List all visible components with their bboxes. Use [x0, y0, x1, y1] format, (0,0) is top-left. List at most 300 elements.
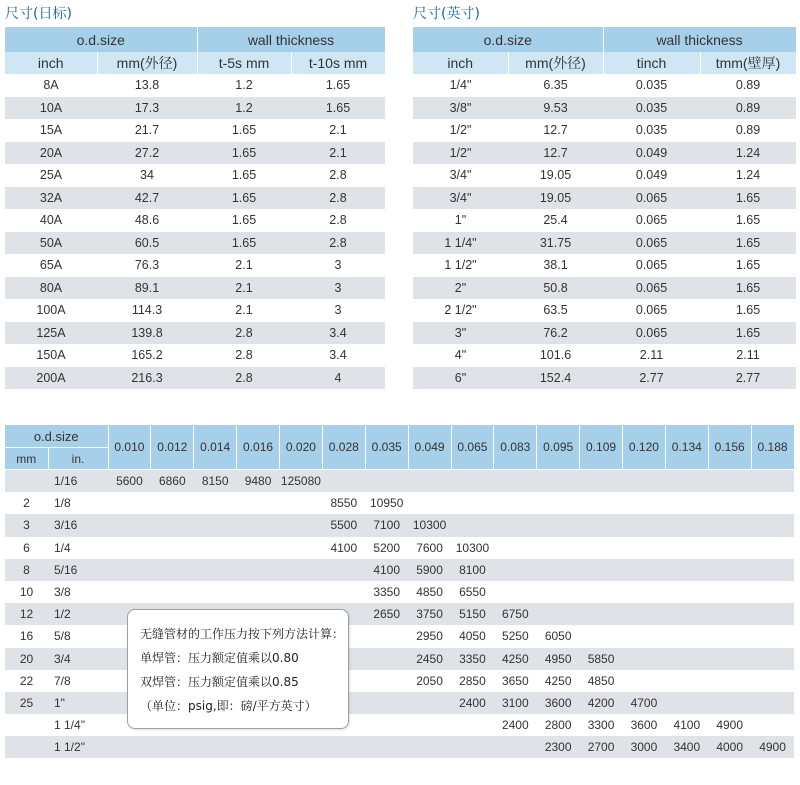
pressure-cell: 6050 [544, 629, 572, 644]
pressure-cell: 3650 [501, 673, 529, 688]
table-row [5, 344, 385, 367]
pressure-cell [365, 692, 408, 714]
inch-cell: 1/16 [48, 470, 108, 493]
pressure-cell [751, 581, 794, 603]
pressure-cell: 2300 [537, 736, 580, 758]
table-row [5, 277, 385, 300]
pressure-cell [665, 537, 708, 559]
pressure-cell [194, 514, 237, 536]
pressure-cell: 6550 [459, 585, 486, 600]
table-cell: 216.3 [97, 367, 197, 390]
wall-thickness-header: 0.035 [365, 425, 408, 470]
pressure-cell: 4100 [330, 540, 358, 555]
table-cell: 0.049 [635, 168, 668, 183]
pressure-cell [623, 603, 666, 625]
table-row [5, 603, 794, 625]
pressure-cell [322, 470, 365, 493]
pressure-cell: 5500 [322, 514, 365, 536]
mm-cell: 25 [5, 692, 48, 714]
pressure-cell: 2400 [451, 692, 494, 714]
pressure-cell: 4100 [365, 559, 408, 581]
pressure-cell [108, 581, 151, 603]
pressure-cell [537, 537, 580, 559]
pressure-cell [623, 492, 666, 514]
pressure-cell [537, 559, 580, 581]
table-cell: 2.8 [197, 322, 291, 345]
table-row [5, 187, 385, 210]
table-cell: 165.2 [131, 348, 163, 363]
table-cell: 0.065 [603, 232, 700, 255]
pressure-cell [751, 559, 794, 581]
table-cell: 20A [5, 142, 97, 165]
wall-thickness-header: 0.020 [280, 425, 323, 470]
pressure-cell [751, 470, 794, 493]
table-row [5, 559, 794, 581]
table-cell: 1.2 [235, 78, 253, 93]
pressure-cell [494, 537, 537, 559]
pressure-cell [451, 470, 494, 493]
inch-cell: 5/8 [54, 629, 71, 644]
table-cell: 1.65 [197, 142, 291, 165]
table-cell: 1/4" [449, 78, 472, 93]
mm-cell: 16 [19, 629, 34, 644]
pressure-cell [623, 537, 666, 559]
pressure-cell [280, 537, 323, 559]
mm-cell: 22 [19, 673, 34, 688]
pressure-cell [194, 736, 237, 758]
pressure-cell [708, 492, 751, 514]
pressure-cell [623, 648, 666, 670]
note-line: 双焊管：压力额定值乘以0.85 [140, 675, 299, 689]
pressure-cell [151, 581, 194, 603]
inch-header: in. [48, 448, 108, 470]
table-cell: 0.065 [635, 258, 668, 273]
pressure-cell: 2050 [416, 673, 443, 688]
pressure-cell [322, 559, 365, 581]
pressure-cell [708, 470, 751, 493]
pressure-cell [537, 470, 580, 493]
col-header: inch [5, 52, 97, 74]
inch-size-table [413, 27, 797, 389]
pressure-cell [365, 648, 408, 670]
pressure-cell [237, 736, 280, 758]
table-cell: 2.1 [291, 142, 385, 165]
table-row [5, 692, 794, 714]
pressure-cell [751, 492, 794, 514]
table-row [413, 299, 796, 322]
table-cell: 60.5 [97, 232, 197, 255]
note-line: 单焊管：压力额定值乘以0.80 [140, 651, 299, 665]
col-header: mm(外径) [97, 52, 197, 74]
pressure-cell [580, 559, 623, 581]
pressure-cell: 4950 [537, 648, 580, 670]
table-row [413, 142, 796, 165]
table-cell: 0.035 [635, 123, 668, 138]
table-row [5, 74, 385, 97]
table-cell: 0.89 [735, 123, 761, 138]
pressure-cell: 4900 [751, 736, 794, 758]
table-cell: 2.11 [639, 348, 664, 363]
mm-cell [5, 470, 48, 493]
table-cell: 6.35 [543, 78, 568, 93]
pressure-cell [151, 537, 194, 559]
pressure-cell [280, 581, 323, 603]
pressure-cell: 4200 [580, 692, 623, 714]
pressure-cell [494, 514, 537, 536]
pressure-cell: 2850 [459, 673, 486, 688]
table-row [5, 670, 794, 692]
table-cell: 1.65 [325, 78, 351, 93]
mm-cell [5, 714, 48, 736]
pressure-cell [365, 470, 408, 493]
table-cell: 76.3 [134, 258, 160, 273]
pressure-cell [194, 537, 237, 559]
table-cell: 27.2 [97, 142, 197, 165]
table-cell: 3/8" [413, 97, 508, 120]
pressure-cell [151, 514, 194, 536]
od-size-header: o.d.size [413, 27, 603, 52]
pressure-cell [280, 514, 323, 536]
table-row [5, 142, 385, 165]
pressure-cell [408, 470, 451, 493]
table-cell: 0.065 [635, 213, 668, 228]
table-cell: 0.89 [735, 78, 761, 93]
pressure-cell: 2450 [408, 648, 451, 670]
pressure-cell: 6750 [494, 603, 537, 625]
table-cell: 1.65 [231, 168, 257, 183]
pressure-table-body [5, 470, 794, 759]
pressure-cell [751, 514, 794, 536]
table-cell: 25.4 [543, 213, 568, 228]
table-cell: 0.035 [635, 78, 668, 93]
table-cell: 139.8 [97, 322, 197, 345]
pressure-cell [665, 648, 708, 670]
table-row [413, 367, 796, 390]
jis-table-body [5, 74, 385, 389]
pressure-cell: 4050 [459, 629, 486, 644]
table-cell: 13.8 [134, 78, 160, 93]
pressure-rating-table [5, 425, 795, 758]
pressure-cell [451, 514, 494, 536]
pressure-cell [194, 581, 237, 603]
pressure-cell [665, 603, 708, 625]
pressure-cell: 8100 [451, 559, 494, 581]
table-cell: 1.65 [291, 97, 385, 120]
pressure-cell: 5850 [580, 648, 623, 670]
note-line: 无缝管材的工作压力按下列方法计算： [140, 627, 345, 641]
table-cell: 3 [334, 258, 342, 273]
pressure-cell [708, 514, 751, 536]
table-cell: 114.3 [131, 303, 163, 318]
table-cell: 2.1 [197, 277, 291, 300]
table-cell: 42.7 [97, 187, 197, 210]
table-row [5, 648, 794, 670]
table-cell: 1.2 [197, 97, 291, 120]
pressure-cell: 4850 [587, 673, 615, 688]
od-size-header: o.d.size [5, 27, 197, 52]
pressure-cell [408, 736, 451, 758]
table-cell: 1.65 [197, 232, 291, 255]
pressure-cell: 3350 [373, 585, 401, 600]
table-row [5, 581, 794, 603]
col-header: tinch [603, 52, 700, 74]
table-cell: 2.8 [291, 232, 385, 255]
pressure-cell [708, 581, 751, 603]
inch-cell: 3/4 [48, 648, 108, 670]
table-cell: 19.05 [539, 168, 572, 183]
pressure-cell: 2650 [365, 603, 408, 625]
inch-cell: 1 1/2" [48, 736, 108, 758]
pressure-cell [708, 648, 751, 670]
wall-thickness-header: wall thickness [197, 27, 385, 52]
pressure-cell: 4900 [716, 718, 744, 733]
table-cell: 6" [413, 367, 508, 390]
table-cell: 17.3 [97, 97, 197, 120]
table-cell: 100A [36, 303, 66, 318]
pressure-cell [494, 736, 537, 758]
inch-cell: 1/2 [48, 603, 108, 625]
table-cell: 2.8 [329, 168, 347, 183]
pressure-cell [494, 470, 537, 493]
pressure-cell [665, 492, 708, 514]
pressure-note-box [127, 609, 349, 729]
pressure-cell [665, 581, 708, 603]
wall-thickness-header: 0.012 [151, 425, 194, 470]
pressure-cell [408, 714, 451, 736]
table-row [5, 232, 385, 255]
table-row [5, 537, 794, 559]
table-row [5, 299, 385, 322]
pressure-cell: 7600 [416, 540, 443, 555]
table-cell: 76.2 [508, 322, 603, 345]
table-cell: 0.89 [700, 97, 796, 120]
table-row [5, 119, 385, 142]
table-row [413, 344, 796, 367]
wall-thickness-header: 0.095 [537, 425, 580, 470]
table-cell: 21.7 [134, 123, 160, 138]
table-cell: 0.065 [603, 277, 700, 300]
table-cell: 1.65 [700, 187, 796, 210]
mm-cell: 8 [5, 559, 48, 581]
pressure-cell [280, 492, 323, 514]
pressure-cell: 10300 [408, 514, 451, 536]
note-line: （单位：psig,即：磅/平方英寸） [140, 699, 317, 713]
inch-table-body [413, 74, 796, 389]
pressure-cell [451, 714, 494, 736]
pressure-cell [751, 537, 794, 559]
mm-cell: 20 [5, 648, 48, 670]
mm-header: mm [5, 448, 48, 470]
table-cell: 1/2" [413, 142, 508, 165]
pressure-cell [494, 492, 537, 514]
pressure-cell [237, 537, 280, 559]
table-cell: 1.65 [231, 123, 257, 138]
pressure-cell: 6860 [151, 470, 194, 493]
pressure-cell [665, 625, 708, 647]
table-row [5, 209, 385, 232]
col-header: inch [413, 52, 508, 74]
pressure-cell [494, 559, 537, 581]
table-cell: 1.65 [700, 232, 796, 255]
pressure-cell [751, 692, 794, 714]
pressure-cell: 5150 [451, 603, 494, 625]
pressure-cell: 9480 [237, 470, 280, 493]
table-cell: 2.8 [235, 348, 253, 363]
pressure-cell [151, 492, 194, 514]
table-cell: 3/4" [449, 168, 472, 183]
pressure-cell [751, 625, 794, 647]
table-cell: 3 [334, 303, 342, 318]
inch-cell: 1 1/4" [54, 718, 85, 733]
inch-size-title: 尺寸(英寸) [413, 6, 480, 22]
table-cell: 19.05 [508, 187, 603, 210]
table-cell: 1.65 [700, 322, 796, 345]
table-row [5, 322, 385, 345]
pressure-cell [451, 492, 494, 514]
pressure-cell [280, 559, 323, 581]
table-row [5, 367, 385, 390]
pressure-cell [365, 670, 408, 692]
pressure-cell: 4250 [494, 648, 537, 670]
table-cell: 12.7 [508, 142, 603, 165]
pressure-cell [151, 559, 194, 581]
pressure-cell [665, 514, 708, 536]
table-cell: 2.8 [197, 367, 291, 390]
pressure-cell [751, 670, 794, 692]
pressure-cell: 5600 [108, 470, 151, 493]
table-row [413, 322, 796, 345]
pressure-cell [623, 625, 666, 647]
table-cell: 1 1/4" [413, 232, 508, 255]
pressure-cell: 5250 [501, 629, 529, 644]
pressure-cell [751, 714, 794, 736]
inch-cell: 1/4 [54, 540, 71, 555]
table-cell: 1" [454, 213, 467, 228]
pressure-cell [365, 714, 408, 736]
od-size-header: o.d.size [5, 425, 108, 448]
table-cell: 2.8 [291, 187, 385, 210]
wall-thickness-header: 0.010 [108, 425, 151, 470]
pressure-cell: 3750 [408, 603, 451, 625]
table-cell: 65A [39, 258, 63, 273]
wall-thickness-header: 0.134 [665, 425, 708, 470]
pressure-cell: 7100 [365, 514, 408, 536]
pressure-cell [665, 470, 708, 493]
table-cell: 38.1 [543, 258, 568, 273]
inch-cell: 1/8 [54, 496, 71, 511]
table-cell: 1.65 [735, 213, 761, 228]
pressure-cell [751, 603, 794, 625]
pressure-cell [322, 581, 365, 603]
pressure-cell: 3600 [537, 692, 580, 714]
pressure-cell [665, 692, 708, 714]
table-cell: 12.7 [543, 123, 568, 138]
table-cell: 10A [5, 97, 97, 120]
pressure-cell: 8150 [194, 470, 237, 493]
table-cell: 0.065 [603, 322, 700, 345]
table-cell: 0.049 [603, 142, 700, 165]
jis-size-title: 尺寸(日标) [5, 6, 72, 22]
pressure-cell [580, 625, 623, 647]
table-cell: 125A [5, 322, 97, 345]
table-cell: 9.53 [508, 97, 603, 120]
table-row [5, 514, 794, 536]
wall-thickness-header: 0.049 [408, 425, 451, 470]
pressure-cell: 4100 [673, 718, 701, 733]
table-cell: 4 [291, 367, 385, 390]
table-cell: 3 [291, 277, 385, 300]
table-cell: 2.1 [235, 303, 253, 318]
inch-cell: 3/8 [54, 585, 71, 600]
table-cell: 0.035 [603, 97, 700, 120]
table-cell: 2.1 [329, 123, 347, 138]
table-row [5, 736, 794, 758]
mm-cell [5, 736, 48, 758]
table-cell: 200A [5, 367, 97, 390]
table-row [413, 119, 796, 142]
table-cell: 152.4 [508, 367, 603, 390]
pressure-cell [108, 537, 151, 559]
col-header: mm(外径) [508, 52, 603, 74]
pressure-cell [322, 736, 365, 758]
inch-cell: 7/8 [54, 673, 71, 688]
pressure-cell [623, 470, 666, 493]
wall-thickness-header: wall thickness [603, 27, 796, 52]
pressure-cell: 3400 [665, 736, 708, 758]
pressure-cell [708, 625, 751, 647]
mm-cell: 10 [19, 585, 34, 600]
table-cell: 31.75 [508, 232, 603, 255]
pressure-cell [623, 559, 666, 581]
table-cell: 80A [5, 277, 97, 300]
inch-cell: 1" [48, 692, 108, 714]
wall-thickness-header: 0.083 [494, 425, 537, 470]
pressure-cell [537, 603, 580, 625]
pressure-cell: 4000 [708, 736, 751, 758]
pressure-cell [108, 736, 151, 758]
table-row [413, 74, 796, 97]
pressure-cell [451, 736, 494, 758]
table-row [413, 209, 796, 232]
table-cell: 34 [140, 168, 154, 183]
mm-cell: 2 [23, 496, 30, 511]
table-cell: 3.4 [329, 348, 347, 363]
table-cell: 2.11 [736, 348, 760, 363]
pressure-cell: 4250 [544, 673, 572, 688]
pressure-cell: 5900 [408, 559, 451, 581]
table-row [413, 277, 796, 300]
mm-cell: 12 [5, 603, 48, 625]
table-cell: 3.4 [291, 322, 385, 345]
pressure-cell [580, 514, 623, 536]
pressure-cell: 3000 [623, 736, 666, 758]
table-cell: 32A [5, 187, 97, 210]
pressure-cell [751, 648, 794, 670]
wall-thickness-header: 0.156 [708, 425, 751, 470]
wall-thickness-header: 0.109 [580, 425, 623, 470]
pressure-cell: 5200 [373, 540, 401, 555]
table-cell: 0.065 [635, 303, 668, 318]
pressure-cell [108, 514, 151, 536]
pressure-cell [665, 559, 708, 581]
table-cell: 89.1 [97, 277, 197, 300]
pressure-cell [708, 603, 751, 625]
pressure-cell [280, 736, 323, 758]
table-cell: 50A [5, 232, 97, 255]
pressure-cell: 3350 [451, 648, 494, 670]
pressure-cell [494, 581, 537, 603]
pressure-cell [194, 559, 237, 581]
